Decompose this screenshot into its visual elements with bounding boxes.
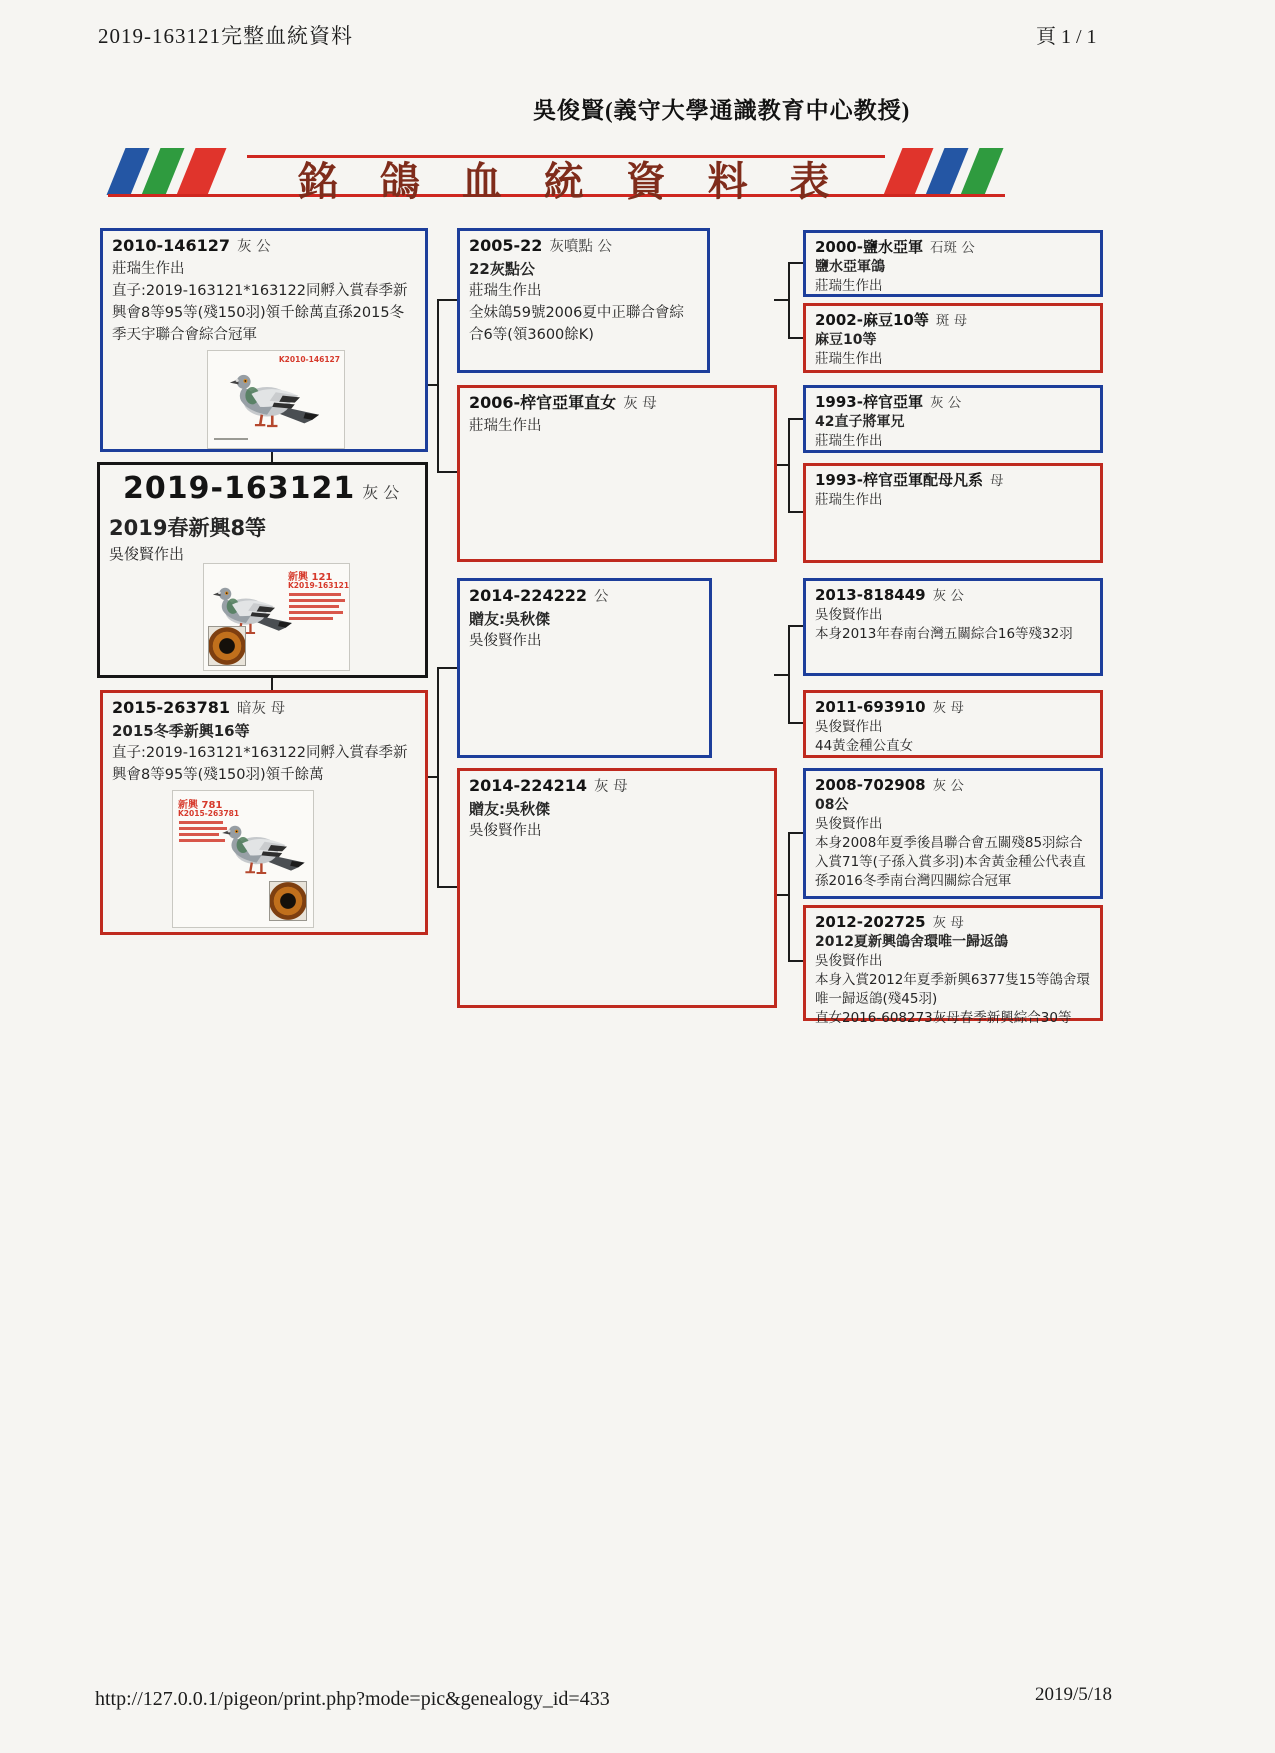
connector xyxy=(437,886,457,888)
ring-number: 2000-鹽水亞軍 xyxy=(815,238,923,256)
color-sex: 灰 公 xyxy=(932,588,964,604)
ring-number: 2002-麻豆10等 xyxy=(815,311,929,329)
breeder-line: 莊瑞生作出 xyxy=(469,283,542,299)
ring-number: 2014-224222 xyxy=(469,586,587,605)
ring-number: 2006-梓官亞軍直女 xyxy=(469,393,617,412)
color-sex: 公 xyxy=(593,589,609,605)
gift-line: 贈友:吳秋傑 xyxy=(469,610,550,628)
connector xyxy=(788,960,803,962)
alias-line: 22灰點公 xyxy=(469,260,535,278)
ring-number: 2013-818449 xyxy=(815,586,926,604)
photo-text-mark xyxy=(289,599,345,602)
photo-ring-label: K2010-146127 xyxy=(278,355,340,364)
banner-stripe-red-left xyxy=(177,148,227,195)
pedigree-box-granddam-maternal xyxy=(457,768,777,1008)
banner-stripe-green-right xyxy=(961,148,1004,195)
alias-line: 麻豆10等 xyxy=(815,332,877,348)
pedigree-box-ggp-4 xyxy=(803,463,1103,563)
connector xyxy=(788,722,803,724)
color-sex: 灰 公 xyxy=(236,239,271,255)
breeder-line: 莊瑞生作出 xyxy=(469,418,542,434)
ring-number: 2019-163121 xyxy=(123,471,356,506)
connector xyxy=(788,263,790,339)
pedigree-box-grandsire-maternal xyxy=(457,578,712,758)
connector xyxy=(437,668,439,888)
ring-number: 2015-263781 xyxy=(112,698,230,717)
pigeon-image xyxy=(215,811,311,887)
achievement-line: 直子:2019-163121*163122同孵入賞春季新興會8等95等(殘150羽)領千餘萬 xyxy=(112,745,408,783)
color-sex: 灰 母 xyxy=(932,700,964,716)
author-line: 吳俊賢(義守大學通識教育中心教授) xyxy=(533,98,911,123)
ring-number: 2012-202725 xyxy=(815,913,926,931)
achievement-line: 44黃金種公直女 xyxy=(815,738,914,754)
photo-ring-label: K2019-163121 xyxy=(288,581,350,590)
color-sex: 石斑 公 xyxy=(929,240,975,256)
print-date: 2019/5/18 xyxy=(1035,1684,1113,1705)
alias-line: 鹽水亞軍鴿 xyxy=(815,259,885,275)
connector xyxy=(437,300,439,473)
sire-pigeon-photo xyxy=(207,350,345,449)
breeder-line: 吳俊賢作出 xyxy=(815,719,883,735)
breeder-line: 莊瑞生作出 xyxy=(815,492,883,508)
connector xyxy=(437,667,457,669)
photo-ring-label: K2015-263781 xyxy=(178,809,240,818)
pedigree-box-ggp-1 xyxy=(803,230,1103,297)
connector xyxy=(788,418,803,420)
breeder-line: 吳俊賢作出 xyxy=(815,816,883,832)
race-title: 2015冬季新興16等 xyxy=(112,722,250,740)
photo-caption-mark xyxy=(214,438,248,440)
breeder-line: 吳俊賢作出 xyxy=(469,633,542,649)
connector xyxy=(788,832,803,834)
photo-text-mark xyxy=(289,611,343,614)
eye-closeup-photo xyxy=(269,881,307,921)
photo-title-label: 新興 781 xyxy=(178,800,223,811)
ring-number: 1993-梓官亞軍 xyxy=(815,393,923,411)
ring-number: 2010-146127 xyxy=(112,236,230,255)
color-sex: 灰 母 xyxy=(623,396,657,412)
pedigree-box-ggp-2 xyxy=(803,303,1103,373)
color-sex: 灰 公 xyxy=(929,395,962,411)
eye-closeup-photo xyxy=(208,626,246,666)
breeder-line: 莊瑞生作出 xyxy=(815,278,883,294)
breeder-line: 莊瑞生作出 xyxy=(112,261,185,277)
connector xyxy=(788,262,803,264)
achievement-line: 本身2013年春南台灣五關綜合16等殘32羽 xyxy=(815,626,1073,642)
page-number-label: 頁 1 / 1 xyxy=(1036,26,1097,48)
breeder-line: 吳俊賢作出 xyxy=(815,607,883,623)
photo-text-mark xyxy=(289,593,341,596)
photo-text-mark xyxy=(289,605,339,608)
ring-number: 2008-702908 xyxy=(815,776,926,794)
alias-line: 42直子將軍兄 xyxy=(815,414,905,430)
pedigree-box-grandsire-paternal xyxy=(457,228,710,373)
color-sex: 灰 母 xyxy=(932,915,964,931)
color-sex: 灰噴點 公 xyxy=(549,239,613,255)
color-sex: 暗灰 母 xyxy=(236,701,286,717)
color-sex: 灰 公 xyxy=(932,778,964,794)
connector xyxy=(788,833,790,962)
color-sex: 灰 公 xyxy=(362,483,400,502)
connector xyxy=(788,419,790,513)
alias-line: 08公 xyxy=(815,797,849,813)
achievement-line: 本身入賞2012年夏季新興6377隻15等鴿舍環唯一歸返鴿(殘45羽) xyxy=(815,972,1090,1007)
breeder-line: 莊瑞生作出 xyxy=(815,351,883,367)
connector xyxy=(788,337,803,339)
subject-pigeon-photo xyxy=(203,563,350,671)
achievement-line: 直子:2019-163121*163122同孵入賞春季新興會8等95等(殘150羽)領千餘萬直孫2015冬季天宇聯合會綜合冠軍 xyxy=(112,283,408,343)
pigeon-image xyxy=(222,359,326,441)
pedigree-box-ggp-5 xyxy=(803,578,1103,676)
banner-title: 銘 鴿 血 統 資 料 表 xyxy=(298,159,844,205)
pedigree-box-granddam-paternal xyxy=(457,385,777,562)
connector xyxy=(271,678,273,690)
connector xyxy=(774,299,788,301)
connector xyxy=(788,625,803,627)
photo-text-mark xyxy=(289,617,333,620)
ring-number: 2014-224214 xyxy=(469,776,587,795)
achievement-line: 本身2008年夏季後昌聯合會五關殘85羽綜合入賞71等(子孫入賞多羽)本舍黃金種公代表直孫2016冬季南台灣四關綜合冠軍 xyxy=(815,835,1086,889)
dam-pigeon-photo xyxy=(172,790,314,928)
breeder-line: 吳俊賢作出 xyxy=(815,953,883,969)
document-title: 2019-163121完整血統資料 xyxy=(98,24,353,48)
gift-line: 贈友:吳秋傑 xyxy=(469,800,550,818)
breeder-line: 吳俊賢作出 xyxy=(469,823,542,839)
race-title: 2019春新興8等 xyxy=(109,516,267,540)
breeder-line: 莊瑞生作出 xyxy=(815,433,883,449)
color-sex: 母 xyxy=(989,473,1004,489)
photo-title-label: 新興 121 xyxy=(288,572,333,583)
connector xyxy=(774,674,788,676)
ring-number: 2005-22 xyxy=(469,236,543,255)
pedigree-box-ggp-6 xyxy=(803,690,1103,758)
banner-stripe-red-right xyxy=(884,148,934,195)
connector xyxy=(271,452,273,462)
color-sex: 斑 母 xyxy=(935,313,968,329)
connector xyxy=(437,471,457,473)
pedigree-box-ggp-3 xyxy=(803,385,1103,453)
connector xyxy=(788,626,790,724)
connector xyxy=(437,299,457,301)
alias-line: 2012夏新興鴿舍環唯一歸返鴿 xyxy=(815,934,1008,950)
pedigree-box-ggp-7 xyxy=(803,768,1103,899)
photo-text-mark xyxy=(179,833,219,836)
achievement-line: 直女2016-608273灰母春季新興綜合30等 xyxy=(815,1010,1072,1026)
ring-number: 2011-693910 xyxy=(815,698,926,716)
ring-number: 1993-梓官亞軍配母凡系 xyxy=(815,471,983,489)
color-sex: 灰 母 xyxy=(593,779,628,795)
connector xyxy=(788,511,803,513)
achievement-line: 全妹鴿59號2006夏中正聯合會綜合6等(領3600餘K) xyxy=(469,305,684,343)
breeder-line: 吳俊賢作出 xyxy=(109,545,185,563)
source-url: http://127.0.0.1/pigeon/print.php?mode=pic&genealogy_id=433 xyxy=(95,1688,610,1710)
pedigree-box-ggp-8 xyxy=(803,905,1103,1026)
